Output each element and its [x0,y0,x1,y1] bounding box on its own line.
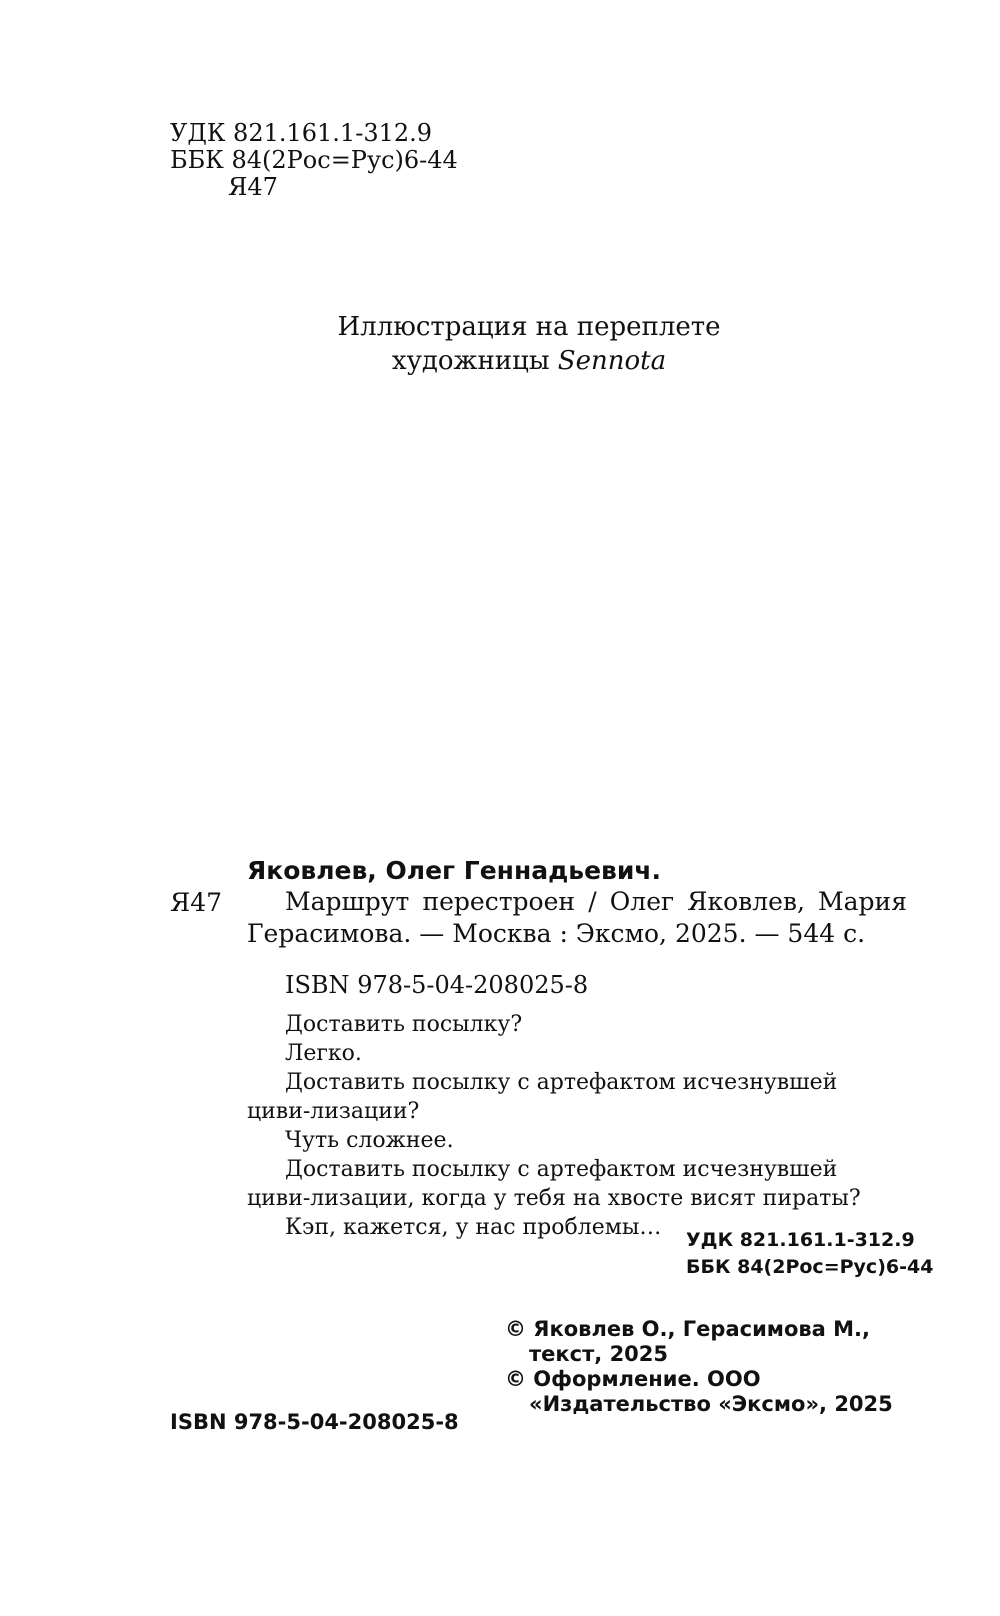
annotation-paragraph: Чуть сложнее. [285,1128,454,1153]
credit-line-2 [0,344,1000,378]
copyright-block [505,1317,925,1417]
record-author-mark: Я47 [170,888,223,917]
annotation-paragraph: Кэп, кажется, у нас проблемы… [285,1215,662,1240]
record-title-line-2: Герасимова. — Москва : Эксмо, 2025. — 544 с. [247,919,866,948]
credit-prefix: художницы [391,346,558,376]
record-author-heading: Яковлев, Олег Геннадьевич. [247,856,662,885]
record-title-block [247,886,907,950]
bottom-isbn: ISBN 978-5-04-208025-8 [170,1410,459,1434]
credit-artist-name: Sennota [557,346,667,376]
annotation-paragraph: Доставить посылку с артефактом исчезнувшей циви-лизации, когда у тебя на хвосте висят пираты? [247,1157,861,1211]
credit-line-1: Иллюстрация на переплете [337,312,721,342]
annotation [247,1010,907,1242]
illustration-credit [0,310,1000,378]
top-bbk-code: ББК 84(2Рос=Рус)6-44 [170,146,458,174]
bottom-classification-codes [686,1227,933,1281]
annotation-paragraph: Легко. [285,1041,362,1066]
top-udk-code: УДК 821.161.1-312.9 [170,119,433,147]
bottom-udk-code: УДК 821.161.1-312.9 [686,1229,915,1251]
record-isbn: ISBN 978-5-04-208025-8 [285,971,589,999]
annotation-paragraph: Доставить посылку с артефактом исчезнувшей циви-лизации? [247,1070,838,1124]
copyright-text-line: © Яковлев О., Герасимова М., текст, 2025 [505,1317,870,1366]
annotation-paragraph: Доставить посылку? [285,1012,523,1037]
top-author-mark: Я47 [228,173,278,201]
bottom-bbk-code: ББК 84(2Рос=Рус)6-44 [686,1256,934,1278]
copyright-design-line: © Оформление. ООО «Издательство «Эксмо», 2025 [505,1367,893,1416]
record-title-line-1: Маршрут перестроен / Олег Яковлев, Мария [285,887,907,916]
top-classification-codes [170,120,458,201]
